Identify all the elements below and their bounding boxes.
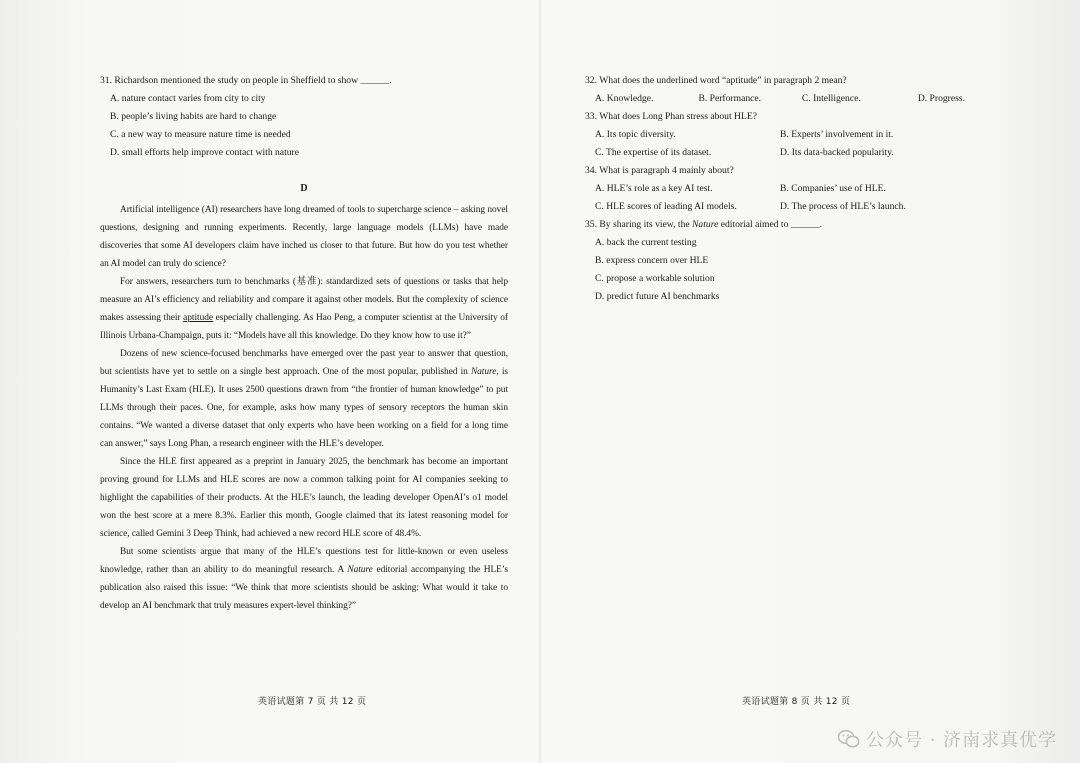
wechat-logo-icon <box>838 729 860 749</box>
q32-option-d: D. Progress. <box>917 93 965 104</box>
q32-option-c: C. Intelligence. <box>801 93 861 104</box>
q33-option-c: C. The expertise of its dataset. <box>595 147 712 158</box>
question-31-stem: 31. Richardson mentioned the study on people in Sheffield to show ______. <box>100 75 392 86</box>
p3-text-before: Dozens of new science-focused benchmarks have emerged over the past year to answer that question, but scientists have yet to settle on a single best approach. One of the most popular, published in <box>100 349 508 377</box>
q33-option-b: B. Experts’ involvement in it. <box>780 129 894 140</box>
q34-option-a: A. HLE’s role as a key AI test. <box>595 183 713 194</box>
p2-text-after: especially challenging. As Hao Peng, a computer scientist at the University of Illinois Urbana-Champaign, puts it: “Models have all this knowledge. Do they know how to use it?” <box>100 313 508 341</box>
passage-paragraph-4: Since the HLE first appeared as a preprint in January 2025, the benchmark has become an important proving ground for LLMs and HLE scores are now a common talking point for AI companies seeking to highlight the capabilities of their products. At the HLE’s launch, the leading developer OpenAI’s o1 model won the best score at a mere 8.3%. Earlier this month, Google claimed that its latest reasoning model for science, called Gemini 3 Deep Think, had achieved a new record HLE score of 48.4%. <box>100 457 508 539</box>
q31-option-b: B. people’s living habits are hard to change <box>110 111 277 122</box>
q35-option-b: B. express concern over HLE <box>595 255 709 266</box>
q35-option-a: A. back the current testing <box>595 237 697 248</box>
p3-italic: Nature <box>470 367 497 377</box>
page-fold <box>538 0 542 763</box>
p5-text-after: editorial accompanying the HLE’s publication also raised this issue: “We think that more scientists should be asking: What would it take to develop an AI benchmark that truly measures expert-level thinking?” <box>100 565 508 611</box>
watermark-text: 公众号 · 济南求真优学 <box>866 730 1058 751</box>
q35-stem-after: editorial aimed to ______. <box>718 219 822 230</box>
passage-paragraph-3 <box>100 345 508 453</box>
question-32-stem: 32. What does the underlined word “aptitude” in paragraph 2 mean? <box>585 75 847 86</box>
q32-option-b: B. Performance. <box>698 93 762 104</box>
q35-stem-italic: Nature <box>692 219 719 230</box>
section-heading: D <box>300 183 308 194</box>
q34-options-row-2 <box>595 200 965 213</box>
q31-option-d: D. small efforts help improve contact with nature <box>110 147 299 158</box>
q35-option-c: C. propose a workable solution <box>595 273 715 284</box>
q32-options <box>595 92 965 105</box>
q34-option-d: D. The process of HLE’s launch. <box>780 201 906 212</box>
passage-paragraph-2 <box>100 273 508 345</box>
p5-italic: Nature <box>347 565 373 575</box>
q33-options-row-1 <box>595 128 965 141</box>
p5-text-before: But some scientists argue that many of the HLE’s questions test for little-known or even useless knowledge, rather than an ability to do meaningful research. A <box>100 547 508 575</box>
q35-stem-before: 35. By sharing its view, the <box>585 219 693 230</box>
q35-option-d: D. predict future AI benchmarks <box>595 291 720 302</box>
left-page <box>100 74 508 615</box>
question-34-stem: 34. What is paragraph 4 mainly about? <box>585 165 734 176</box>
question-35-stem <box>585 218 965 231</box>
p2-text-before: For answers, researchers turn to benchmarks (基准): standardized sets of questions or tasks that help measure an AI’s efficiency and reliability and compare it against other models. But the complexity of science makes assessing their <box>100 277 508 323</box>
page-footer-left: 英语试题第 7 页 共 12 页 <box>258 697 367 707</box>
p3-text-after: , is Humanity’s Last Exam (HLE). It uses 2500 questions drawn from “the frontier of human knowledge” to put LLMs through their paces. One, for example, asks how many types of sensory receptors the human skin contains. “We wanted a diverse dataset that only experts who have been working on a field for a long time can answer,” says Long Phan, a research engineer with the HLE’s developer. <box>100 367 508 449</box>
q31-option-c: C. a new way to measure nature time is needed <box>110 129 291 140</box>
q33-option-a: A. Its topic diversity. <box>595 129 676 140</box>
q33-options-row-2 <box>595 146 965 159</box>
q33-option-d: D. Its data-backed popularity. <box>780 147 894 158</box>
q32-option-a: A. Knowledge. <box>595 93 654 104</box>
right-page <box>585 74 965 308</box>
page-footer-right: 英语试题第 8 页 共 12 页 <box>742 697 851 707</box>
question-33-stem: 33. What does Long Phan stress about HLE? <box>585 111 757 122</box>
q34-option-b: B. Companies’ use of HLE. <box>780 183 886 194</box>
q34-option-c: C. HLE scores of leading AI models. <box>595 201 737 212</box>
passage-paragraph-1: Artificial intelligence (AI) researchers have long dreamed of tools to supercharge science – asking novel questions, designing and running experiments. Recently, large language models (LLMs) have made discoveries that some AI developers claim have inched us closer to that future. But how do you test whether an AI model can truly do science? <box>100 205 508 269</box>
underlined-word: aptitude <box>183 313 213 323</box>
q34-options-row-1 <box>595 182 965 195</box>
q31-option-a: A. nature contact varies from city to city <box>110 93 266 104</box>
passage-paragraph-5 <box>100 543 508 615</box>
watermark <box>838 726 1057 752</box>
